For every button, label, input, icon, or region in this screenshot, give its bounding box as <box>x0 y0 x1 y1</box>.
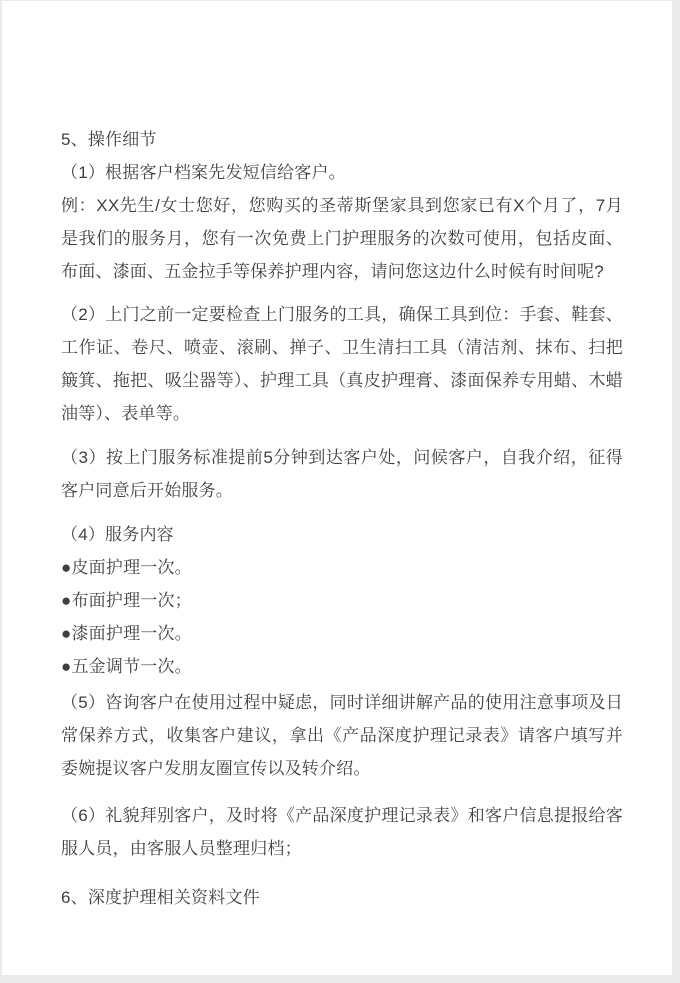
section5-heading: 5、操作细节 <box>61 130 157 149</box>
bullet-item-leather: ●皮面护理一次。 <box>61 558 192 577</box>
paragraph-step6: （6）礼貌拜别客户，及时将《产品深度护理记录表》和客户信息提报给客服人员，由客服人员整理归档； <box>61 806 623 858</box>
bullet-item-fabric: ●布面护理一次； <box>61 591 192 610</box>
paragraph-sms-example: 例：XX先生/女士您好，您购买的圣蒂斯堡家具到您家已有X个月了，7月是我们的服务月，您有一次免费上门护理服务的次数可使用，包括皮面、布面、漆面、五金拉手等保养护理内容，请问您这边什么时候有时间呢? <box>61 196 623 281</box>
paragraph-step1: （1）根据客户档案先发短信给客户。 <box>61 163 346 182</box>
paragraph-step5: （5）咨询客户在使用过程中疑虑，同时详细讲解产品的使用注意事项及日常保养方式，收集客户建议，拿出《产品深度护理记录表》请客户填写并委婉提议客户发朋友圈宣传以及转介绍。 <box>61 693 623 778</box>
bullet-item-paint: ●漆面护理一次。 <box>61 624 192 643</box>
service-bullet-list <box>61 551 623 683</box>
document-content <box>61 123 623 914</box>
document-page <box>2 1 672 975</box>
paragraph-step4-heading: （4）服务内容 <box>61 525 174 544</box>
section6-heading: 6、深度护理相关资料文件 <box>61 888 260 907</box>
paragraph-step3: （3）按上门服务标准提前5分钟到达客户处，问候客户，自我介绍，征得客户同意后开始服务。 <box>61 448 623 500</box>
bullet-item-hardware: ●五金调节一次。 <box>61 657 192 676</box>
paragraph-step2: （2）上门之前一定要检查上门服务的工具，确保工具到位：手套、鞋套、工作证、卷尺、喷壶、滚刷、掸子、卫生清扫工具（清洁剂、抹布、扫把簸箕、拖把、吸尘器等）、护理工具（真皮护理膏、漆面保养专用蜡、木蜡油等）、表单等。 <box>61 305 623 423</box>
